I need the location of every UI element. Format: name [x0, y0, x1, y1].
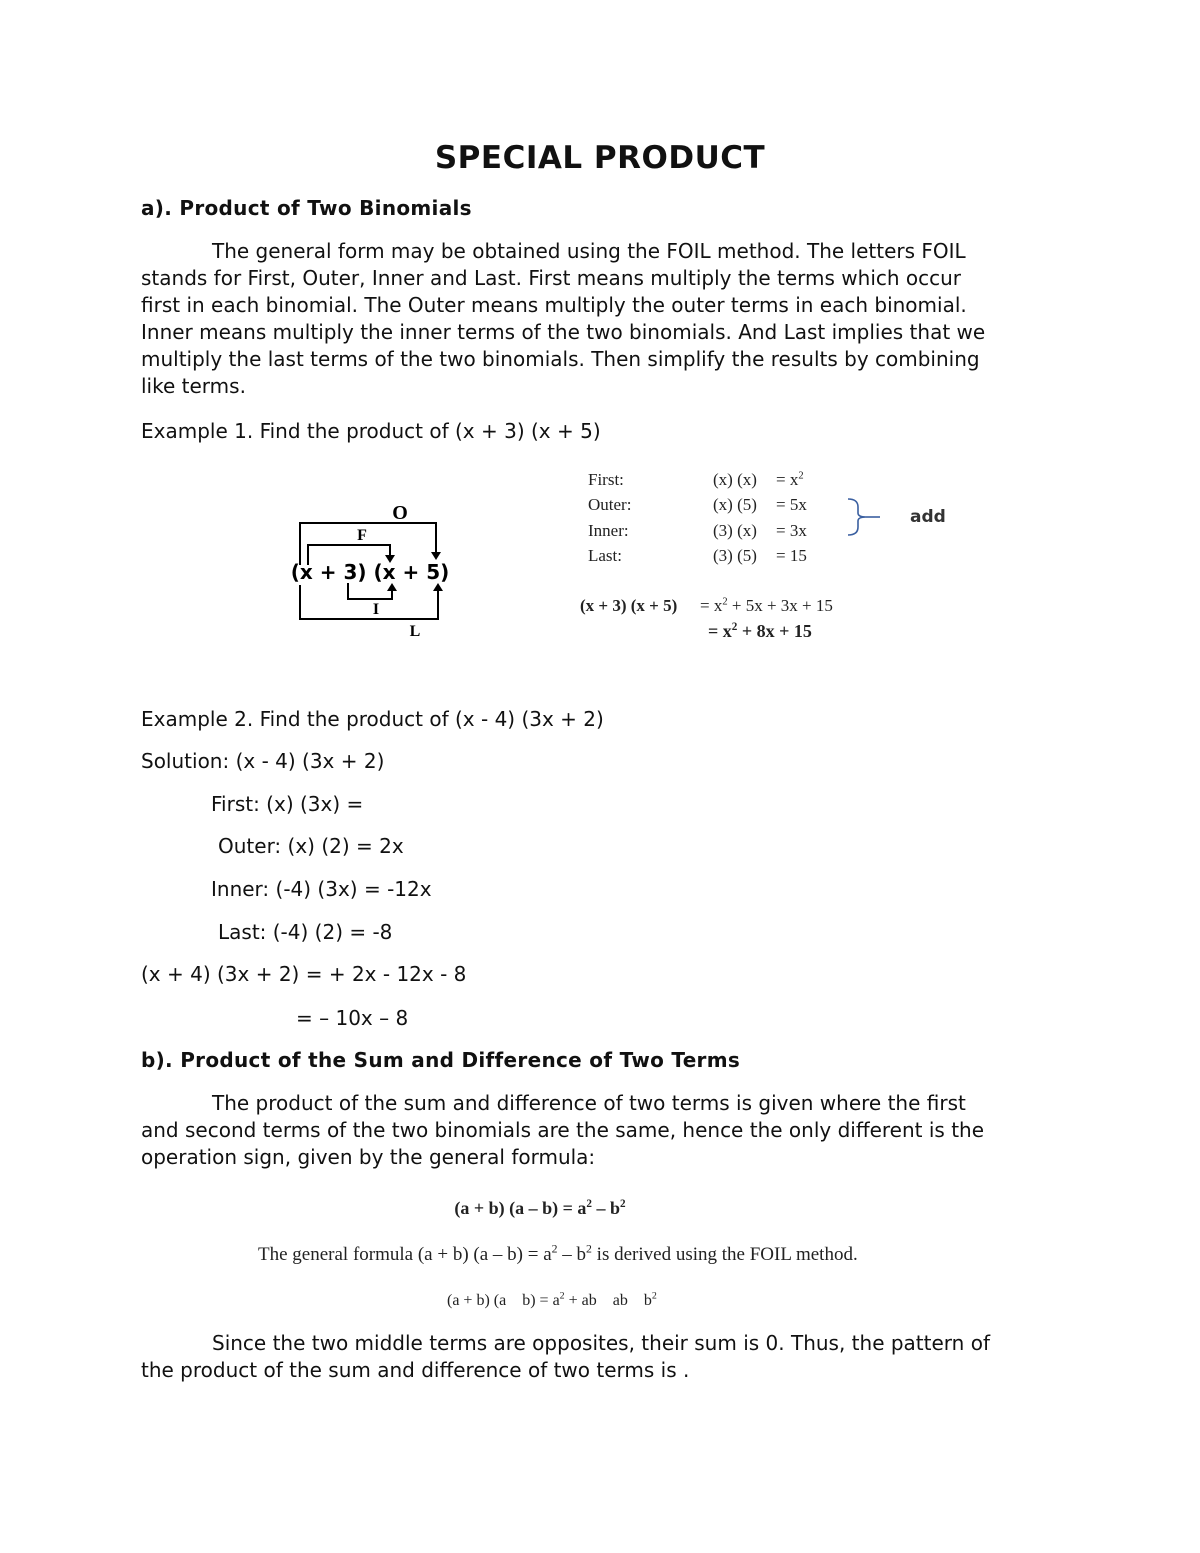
foil-product-inner: (3) (x): [713, 521, 757, 540]
closing-paragraph: [141, 1330, 1071, 1384]
example-2-outer: Outer: (x) (2) = 2x: [218, 834, 404, 858]
paragraph-line: like terms.: [141, 374, 246, 398]
foil-product-first: (x) (x): [713, 470, 757, 489]
section-b-heading: b). Product of the Sum and Difference of Two Terms: [141, 1048, 741, 1072]
arrow-down-icon: [431, 552, 441, 560]
result-line-1-rhs: = $x^2 + 5x + 3x + 15$: [700, 596, 833, 615]
foil-result-inner: = 3x: [776, 521, 807, 540]
label-f: F: [357, 527, 367, 544]
section-b-paragraph: [141, 1090, 1071, 1171]
label-i: I: [372, 601, 380, 618]
section-a-paragraph: [141, 238, 1071, 400]
inner-bracket: [348, 583, 392, 599]
example-2-prompt: Example 2. Find the product of (x - 4) (3x + 2): [141, 707, 604, 731]
result-line-2: = $x^2 + 8x + 15$: [708, 621, 812, 641]
arrow-up-icon: [387, 583, 397, 591]
add-label: add: [910, 507, 946, 527]
diagram-expression: (x + 3) (x + 5): [290, 560, 450, 584]
paragraph-line: and second terms of the two binomials are the same, hence the only different is the: [141, 1118, 985, 1142]
foil-label-inner: Inner:: [588, 521, 629, 540]
example-1-prompt: Example 1. Find the product of (x + 3) (x + 5): [141, 419, 601, 443]
label-l: L: [409, 623, 421, 640]
paragraph-line: stands for First, Outer, Inner and Last. First means multiply the terms which occur: [141, 266, 962, 290]
example-2-solution: Solution: (x - 4) (3x + 2): [141, 749, 385, 773]
foil-product-last: (3) (5): [713, 546, 757, 565]
paragraph-line: multiply the last terms of the two binomials. Then simplify the results by combining: [141, 347, 980, 371]
paragraph-line: the product of the sum and difference of two terms is .: [141, 1358, 690, 1382]
example-2-final: = – 10x – 8: [296, 1006, 409, 1030]
paragraph-line: Since the two middle terms are opposites, their sum is 0. Thus, the pattern of: [212, 1331, 990, 1355]
foil-result-first: = $x^2$: [776, 470, 804, 489]
brace-icon: [844, 497, 884, 537]
label-o: O: [392, 502, 408, 524]
formula-note: The general formula (a + b) $(a - b) = a^2 - b^2$ is derived using the FOIL method.: [258, 1242, 858, 1265]
example-2-combined: (x + 4) (3x + 2) = + 2x - 12x - 8: [141, 962, 467, 986]
paragraph-line: Inner means multiply the inner terms of the two binomials. And Last implies that we: [141, 320, 986, 344]
example-2-inner: Inner: (-4) (3x) = -12x: [211, 877, 432, 901]
foil-label-first: First:: [588, 470, 624, 489]
example-2-first: First: (x) (3x) =: [211, 792, 364, 816]
foil-result-last: = 15: [776, 546, 807, 565]
section-a-heading: a). Product of Two Binomials: [141, 196, 472, 220]
example-2-last: Last: (-4) (2) = -8: [218, 920, 393, 944]
page-title: SPECIAL PRODUCT: [434, 140, 766, 176]
paragraph-line: The product of the sum and difference of two terms is given where the first: [212, 1091, 966, 1115]
paragraph-line: first in each binomial. The Outer means multiply the outer terms in each binomial.: [141, 293, 967, 317]
foil-product-outer: (x) (5): [713, 495, 757, 514]
foil-diagram: [270, 495, 470, 645]
formula-expansion: (a + b) (a $b) = a^2$ + ab ab $b^2$: [447, 1290, 657, 1309]
paragraph-line: The general form may be obtained using the FOIL method. The letters FOIL: [212, 239, 966, 263]
foil-label-last: Last:: [588, 546, 622, 565]
general-formula: (a + b) $(a - b) = a^2 - b^2$: [454, 1198, 626, 1218]
arrow-up-icon: [433, 583, 443, 591]
paragraph-line: operation sign, given by the general formula:: [141, 1145, 596, 1169]
result-line-1-lhs: (x + 3) (x + 5): [580, 596, 678, 615]
foil-result-outer: = 5x: [776, 495, 807, 514]
last-bracket: [300, 585, 438, 619]
foil-label-outer: Outer:: [588, 495, 632, 514]
